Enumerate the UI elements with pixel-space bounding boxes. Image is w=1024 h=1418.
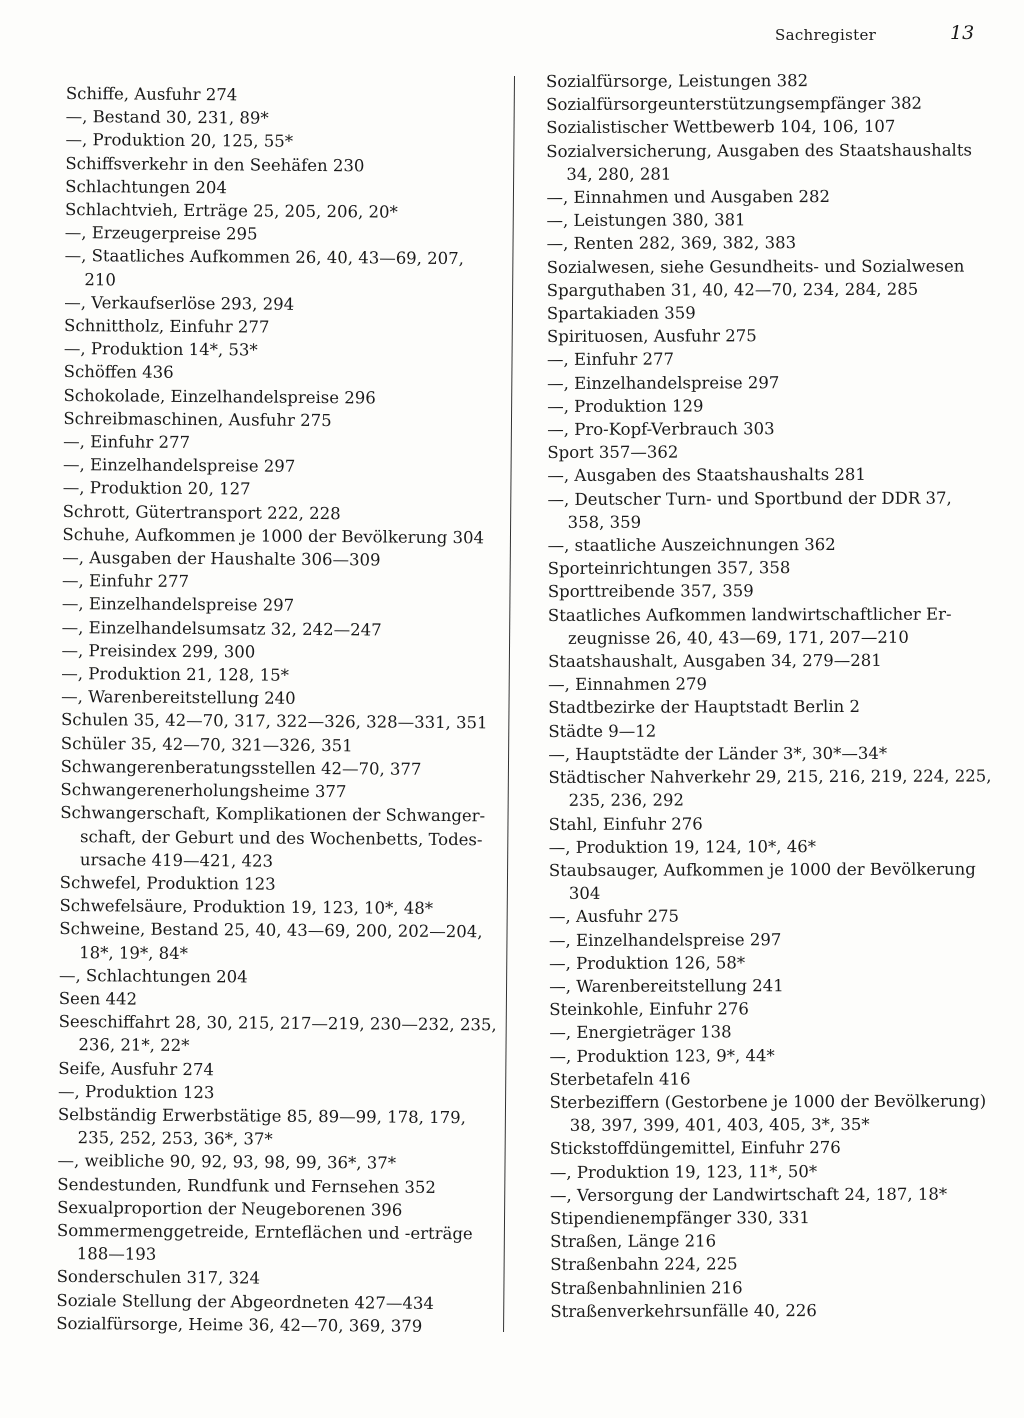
- index-entry: Schrott, Gütertransport 222, 228: [62, 501, 341, 523]
- index-entry: Schlachtungen 204: [65, 176, 227, 198]
- index-entry: —, Hauptstädte der Länder 3*, 30*—34*: [548, 743, 888, 764]
- index-entry: —, Deutscher Turn- und Sportbund der DDR 37,: [547, 488, 952, 509]
- index-entry: —, staatliche Auszeichnungen 362: [547, 535, 836, 556]
- index-entry: —, Produktion 19, 124, 10*, 46*: [548, 836, 817, 857]
- index-column-right: [546, 68, 998, 1323]
- index-entry: —, Produktion 20, 125, 55*: [65, 130, 294, 152]
- index-entry: Spartakiaden 359: [546, 303, 696, 324]
- index-entry: Seife, Ausfuhr 274: [58, 1058, 215, 1079]
- index-entry: —, Einzelhandelspreise 297: [549, 929, 782, 950]
- index-entry: Soziale Stellung der Abgeordneten 427—434: [56, 1290, 434, 1313]
- index-entry: —, Energieträger 138: [549, 1022, 732, 1043]
- index-entry: 236, 21*, 22*: [78, 1035, 190, 1056]
- index-entry: Schnittholz, Einfuhr 277: [64, 316, 270, 337]
- index-entry: —, Einnahmen und Ausgaben 282: [546, 187, 830, 208]
- index-entry: Schweine, Bestand 25, 40, 43—69, 200, 202—204,: [59, 919, 483, 942]
- index-entry: —, Leistungen 380, 381: [546, 210, 746, 231]
- index-entry: zeugnisse 26, 40, 43—69, 171, 207—210: [567, 627, 909, 648]
- index-entry: —, Produktion 21, 128, 15*: [61, 664, 289, 685]
- index-entry: Sonderschulen 317, 324: [56, 1267, 261, 1288]
- index-entry: Sterbetafeln 416: [549, 1069, 691, 1089]
- index-entry: Sterbeziffern (Gestorbene je 1000 der Bevölkerung): [549, 1091, 987, 1112]
- index-entry: Sexualproportion der Neugeborenen 396: [57, 1197, 403, 1220]
- index-entry: —, Produktion 20, 127: [62, 478, 251, 499]
- index-entry: Schwangerenberatungsstellen 42—70, 377: [60, 756, 422, 779]
- index-entry: Städte 9—12: [548, 721, 657, 741]
- index-column-left: [56, 82, 511, 1338]
- index-entry: —, Schlachtungen 204: [58, 965, 248, 987]
- index-entry: schaft, der Geburt und des Wochenbetts, Todes-: [80, 826, 483, 849]
- index-entry: —, Ausgaben des Staatshaushalts 281: [547, 465, 866, 486]
- index-entry: —, Staatliches Aufkommen 26, 40, 43—69, 207,: [64, 246, 465, 269]
- index-entry: Straßenverkehrsunfälle 40, 226: [550, 1300, 817, 1321]
- index-entry: Sozialfürsorge, Heime 36, 42—70, 369, 379: [56, 1313, 423, 1336]
- index-entry: Sport 357—362: [547, 442, 679, 463]
- index-entry: —, Produktion 14*, 53*: [63, 339, 258, 360]
- index-entry: Stadtbezirke der Hauptstadt Berlin 2: [548, 697, 861, 718]
- index-entry: Selbständig Erwerbstätige 85, 89—99, 178, 179,: [57, 1104, 466, 1128]
- page-header: [0, 22, 1024, 46]
- index-entry: Schwangerschaft, Komplikationen der Schwanger-: [60, 803, 486, 826]
- index-entry: Straßenbahn 224, 225: [550, 1254, 738, 1275]
- index-entry: 304: [568, 883, 601, 904]
- index-entry: Sporttreibende 357, 359: [547, 581, 754, 602]
- index-entry: Seeschiffahrt 28, 30, 215, 217—219, 230—232, 235,: [58, 1012, 497, 1035]
- index-entry: Schuhe, Aufkommen je 1000 der Bevölkerung 304: [62, 524, 485, 548]
- index-entry: Straßen, Länge 216: [550, 1231, 717, 1252]
- index-entry: —, Produktion 123, 9*, 44*: [549, 1045, 775, 1066]
- index-entry: Staatliches Aufkommen landwirtschaftlicher Er-: [547, 604, 952, 625]
- index-entry: —, Ausfuhr 275: [548, 906, 679, 927]
- index-entry: —, Einnahmen 279: [548, 674, 707, 695]
- index-entry: Sozialwesen, siehe Gesundheits- und Sozialwesen: [546, 256, 965, 277]
- index-entry: —, Produktion 19, 123, 11*, 50*: [549, 1161, 818, 1182]
- index-entry: Schwefelsäure, Produktion 19, 123, 10*, 48*: [59, 896, 434, 919]
- index-entry: Schokolade, Einzelhandelspreise 296: [63, 385, 376, 408]
- index-entry: Schiffe, Ausfuhr 274: [65, 83, 238, 105]
- index-entry: —, Einfuhr 277: [546, 349, 674, 370]
- index-entry: —, Erzeugerpreise 295: [64, 223, 258, 244]
- index-entry: 38, 397, 399, 401, 403, 405, 3*, 35*: [569, 1115, 870, 1136]
- running-title: Sachregister: [775, 26, 877, 44]
- index-entry: 210: [84, 269, 117, 290]
- index-entry: —, Einfuhr 277: [62, 571, 190, 592]
- index-entry: Steinkohle, Einfuhr 276: [549, 999, 749, 1020]
- index-entry: Seen 442: [58, 988, 138, 1009]
- index-entry: 235, 236, 292: [568, 790, 685, 811]
- index-entry: Spirituosen, Ausfuhr 275: [546, 326, 757, 347]
- index-entry: 18*, 19*, 84*: [79, 942, 188, 963]
- index-entry: Schwefel, Produktion 123: [59, 872, 276, 894]
- index-entry: Schlachtvieh, Erträge 25, 205, 206, 20*: [64, 200, 398, 222]
- index-entry: Staubsauger, Aufkommen je 1000 der Bevölkerung: [548, 859, 976, 880]
- index-entry: Sendestunden, Rundfunk und Fernsehen 352: [57, 1174, 436, 1197]
- index-entry: —, Preisindex 299, 300: [61, 640, 256, 662]
- index-entry: —, weibliche 90, 92, 93, 98, 99, 36*, 37*: [57, 1151, 397, 1173]
- index-entry: Schwangerenerholungsheime 377: [60, 780, 347, 802]
- index-entry: Stickstoffdüngemittel, Einfuhr 276: [549, 1138, 841, 1159]
- index-entry: Sozialfürsorge, Leistungen 382: [546, 71, 809, 91]
- index-entry: Sparguthaben 31, 40, 42—70, 234, 284, 285: [546, 279, 919, 300]
- index-entry: —, Bestand 30, 231, 89*: [65, 107, 269, 128]
- index-entry: —, Versorgung der Landwirtschaft 24, 187, 18*: [549, 1184, 948, 1205]
- index-entry: Sozialversicherung, Ausgaben des Staatshaushalts: [546, 140, 972, 161]
- index-entry: —, Einzelhandelspreise 297: [61, 594, 295, 616]
- index-entry: —, Einzelhandelspreise 297: [62, 455, 296, 477]
- index-entry: Stipendienempfänger 330, 331: [549, 1208, 810, 1228]
- index-entry: Straßenbahnlinien 216: [550, 1277, 743, 1298]
- index-entry: 235, 252, 253, 36*, 37*: [77, 1128, 273, 1149]
- index-entry: —, Verkaufserlöse 293, 294: [64, 292, 295, 314]
- index-entry: —, Einfuhr 277: [63, 432, 191, 453]
- index-entry: Staatshaushalt, Ausgaben 34, 279—281: [548, 650, 882, 672]
- index-entry: ursache 419—421, 423: [79, 849, 274, 871]
- index-entry: Sporteinrichtungen 357, 358: [547, 558, 791, 579]
- index-entry: Sozialfürsorgeunterstützungsempfänger 382: [546, 93, 923, 115]
- index-entry: Sozialistischer Wettbewerb 104, 106, 107: [546, 117, 896, 138]
- index-entry: Sommermenggetreide, Ernteflächen und -erträge: [56, 1220, 473, 1244]
- index-entry: 34, 280, 281: [566, 164, 672, 184]
- index-entry: Schüler 35, 42—70, 321—326, 351: [60, 733, 353, 755]
- index-entry: —, Einzelhandelsumsatz 32, 242—247: [61, 617, 382, 640]
- page-number: 13: [950, 22, 975, 44]
- index-entry: 358, 359: [567, 512, 642, 532]
- index-entry: —, Renten 282, 369, 382, 383: [546, 233, 797, 254]
- index-entry: Schulen 35, 42—70, 317, 322—326, 328—331, 351: [60, 710, 488, 733]
- index-entry: 188—193: [76, 1244, 157, 1264]
- index-entry: Schöffen 436: [63, 362, 174, 383]
- index-entry: Schiffsverkehr in den Seehäfen 230: [65, 153, 365, 175]
- index-entry: —, Produktion 129: [547, 396, 704, 416]
- index-entry: —, Ausgaben der Haushalte 306—309: [62, 548, 381, 570]
- index-entry: Städtischer Nahverkehr 29, 215, 216, 219, 224, 225,: [548, 766, 992, 788]
- index-entry: —, Warenbereitstellung 240: [61, 687, 296, 709]
- index-entry: —, Produktion 126, 58*: [549, 953, 746, 973]
- index-entry: —, Einzelhandelspreise 297: [547, 372, 780, 393]
- index-entry: Stahl, Einfuhr 276: [548, 813, 703, 834]
- index-entry: —, Pro-Kopf-Verbrauch 303: [547, 419, 775, 440]
- index-entry: Schreibmaschinen, Ausfuhr 275: [63, 408, 332, 430]
- index-entry: —, Produktion 123: [57, 1081, 215, 1102]
- index-entry: —, Warenbereitstellung 241: [549, 976, 784, 996]
